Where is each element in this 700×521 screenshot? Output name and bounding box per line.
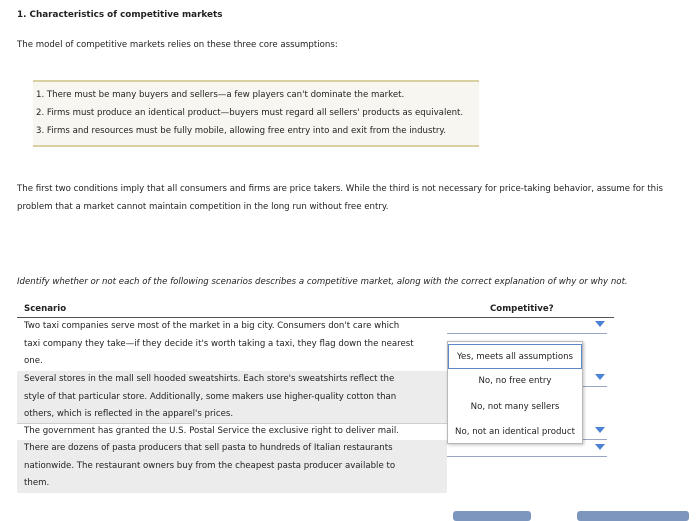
paragraph-line: problem that a market cannot maintain competition in the long run without free entry.: [17, 202, 389, 212]
assumption-item: 1. There must be many buyers and sellers—a few players can't dominate the market.: [36, 90, 405, 100]
option-no-free-entry[interactable]: No, no free entry: [478, 376, 552, 386]
paragraph-line: The first two conditions imply that all consumers and firms are price takers. While the third is not necessary for price-taking behavior, assume for this: [17, 184, 663, 194]
dropdown-menu: [447, 341, 583, 444]
scenario-text: There are dozens of pasta producers that sell pasta to hundreds of Italian restaurants nationwide. The restaurant owners buy from the cheapest pasta producer available to them.: [24, 443, 396, 489]
scenario-text: The government has granted the U.S. Postal Service the exclusive right to deliver mail.: [24, 426, 399, 436]
table-row: [17, 440, 447, 493]
competitive-select-row-1[interactable]: [447, 317, 607, 334]
option-yes-meets-all[interactable]: Yes, meets all assumptions: [448, 344, 582, 369]
page-title: 1. Characteristics of competitive markets: [17, 10, 223, 20]
option-not-many-sellers[interactable]: No, not many sellers: [470, 402, 560, 412]
table-row: [17, 423, 447, 440]
table-row: [17, 371, 447, 423]
chevron-down-icon: [595, 321, 605, 327]
chevron-down-icon: [595, 374, 605, 380]
action-button-right[interactable]: [577, 511, 689, 521]
intro-text: The model of competitive markets relies on these three core assumptions:: [17, 40, 338, 50]
table-row: [17, 318, 447, 371]
scenario-text: Several stores in the mall sell hooded sweatshirts. Each store's sweatshirts reflect the style of that particular store. Additionally, some makers use higher-quality cotton than others, which is reflected in the apparel's prices.: [24, 374, 397, 420]
chevron-down-icon: [595, 427, 605, 433]
column-header-scenario: Scenario: [24, 304, 67, 314]
scenario-text: Two taxi companies serve most of the market in a big city. Consumers don't care which taxi company they take—if they decide it's worth taking a taxi, they flag down the nearest one.: [24, 321, 414, 367]
assumption-item: 2. Firms must produce an identical product—buyers must regard all sellers' products as equivalent.: [36, 108, 464, 118]
column-header-competitive: Competitive?: [490, 304, 554, 314]
chevron-down-icon: [595, 444, 605, 450]
action-button-left[interactable]: [453, 511, 531, 521]
assumption-item: 3. Firms and resources must be fully mobile, allowing free entry into and exit from the industry.: [36, 126, 446, 136]
explanation-paragraph: [17, 180, 697, 216]
instruction-text: Identify whether or not each of the following scenarios describes a competitive market, along with the correct explanation of why or why not.: [17, 277, 628, 287]
assumptions-box: [33, 80, 479, 147]
option-not-identical-product[interactable]: No, not an identical product: [455, 427, 575, 437]
